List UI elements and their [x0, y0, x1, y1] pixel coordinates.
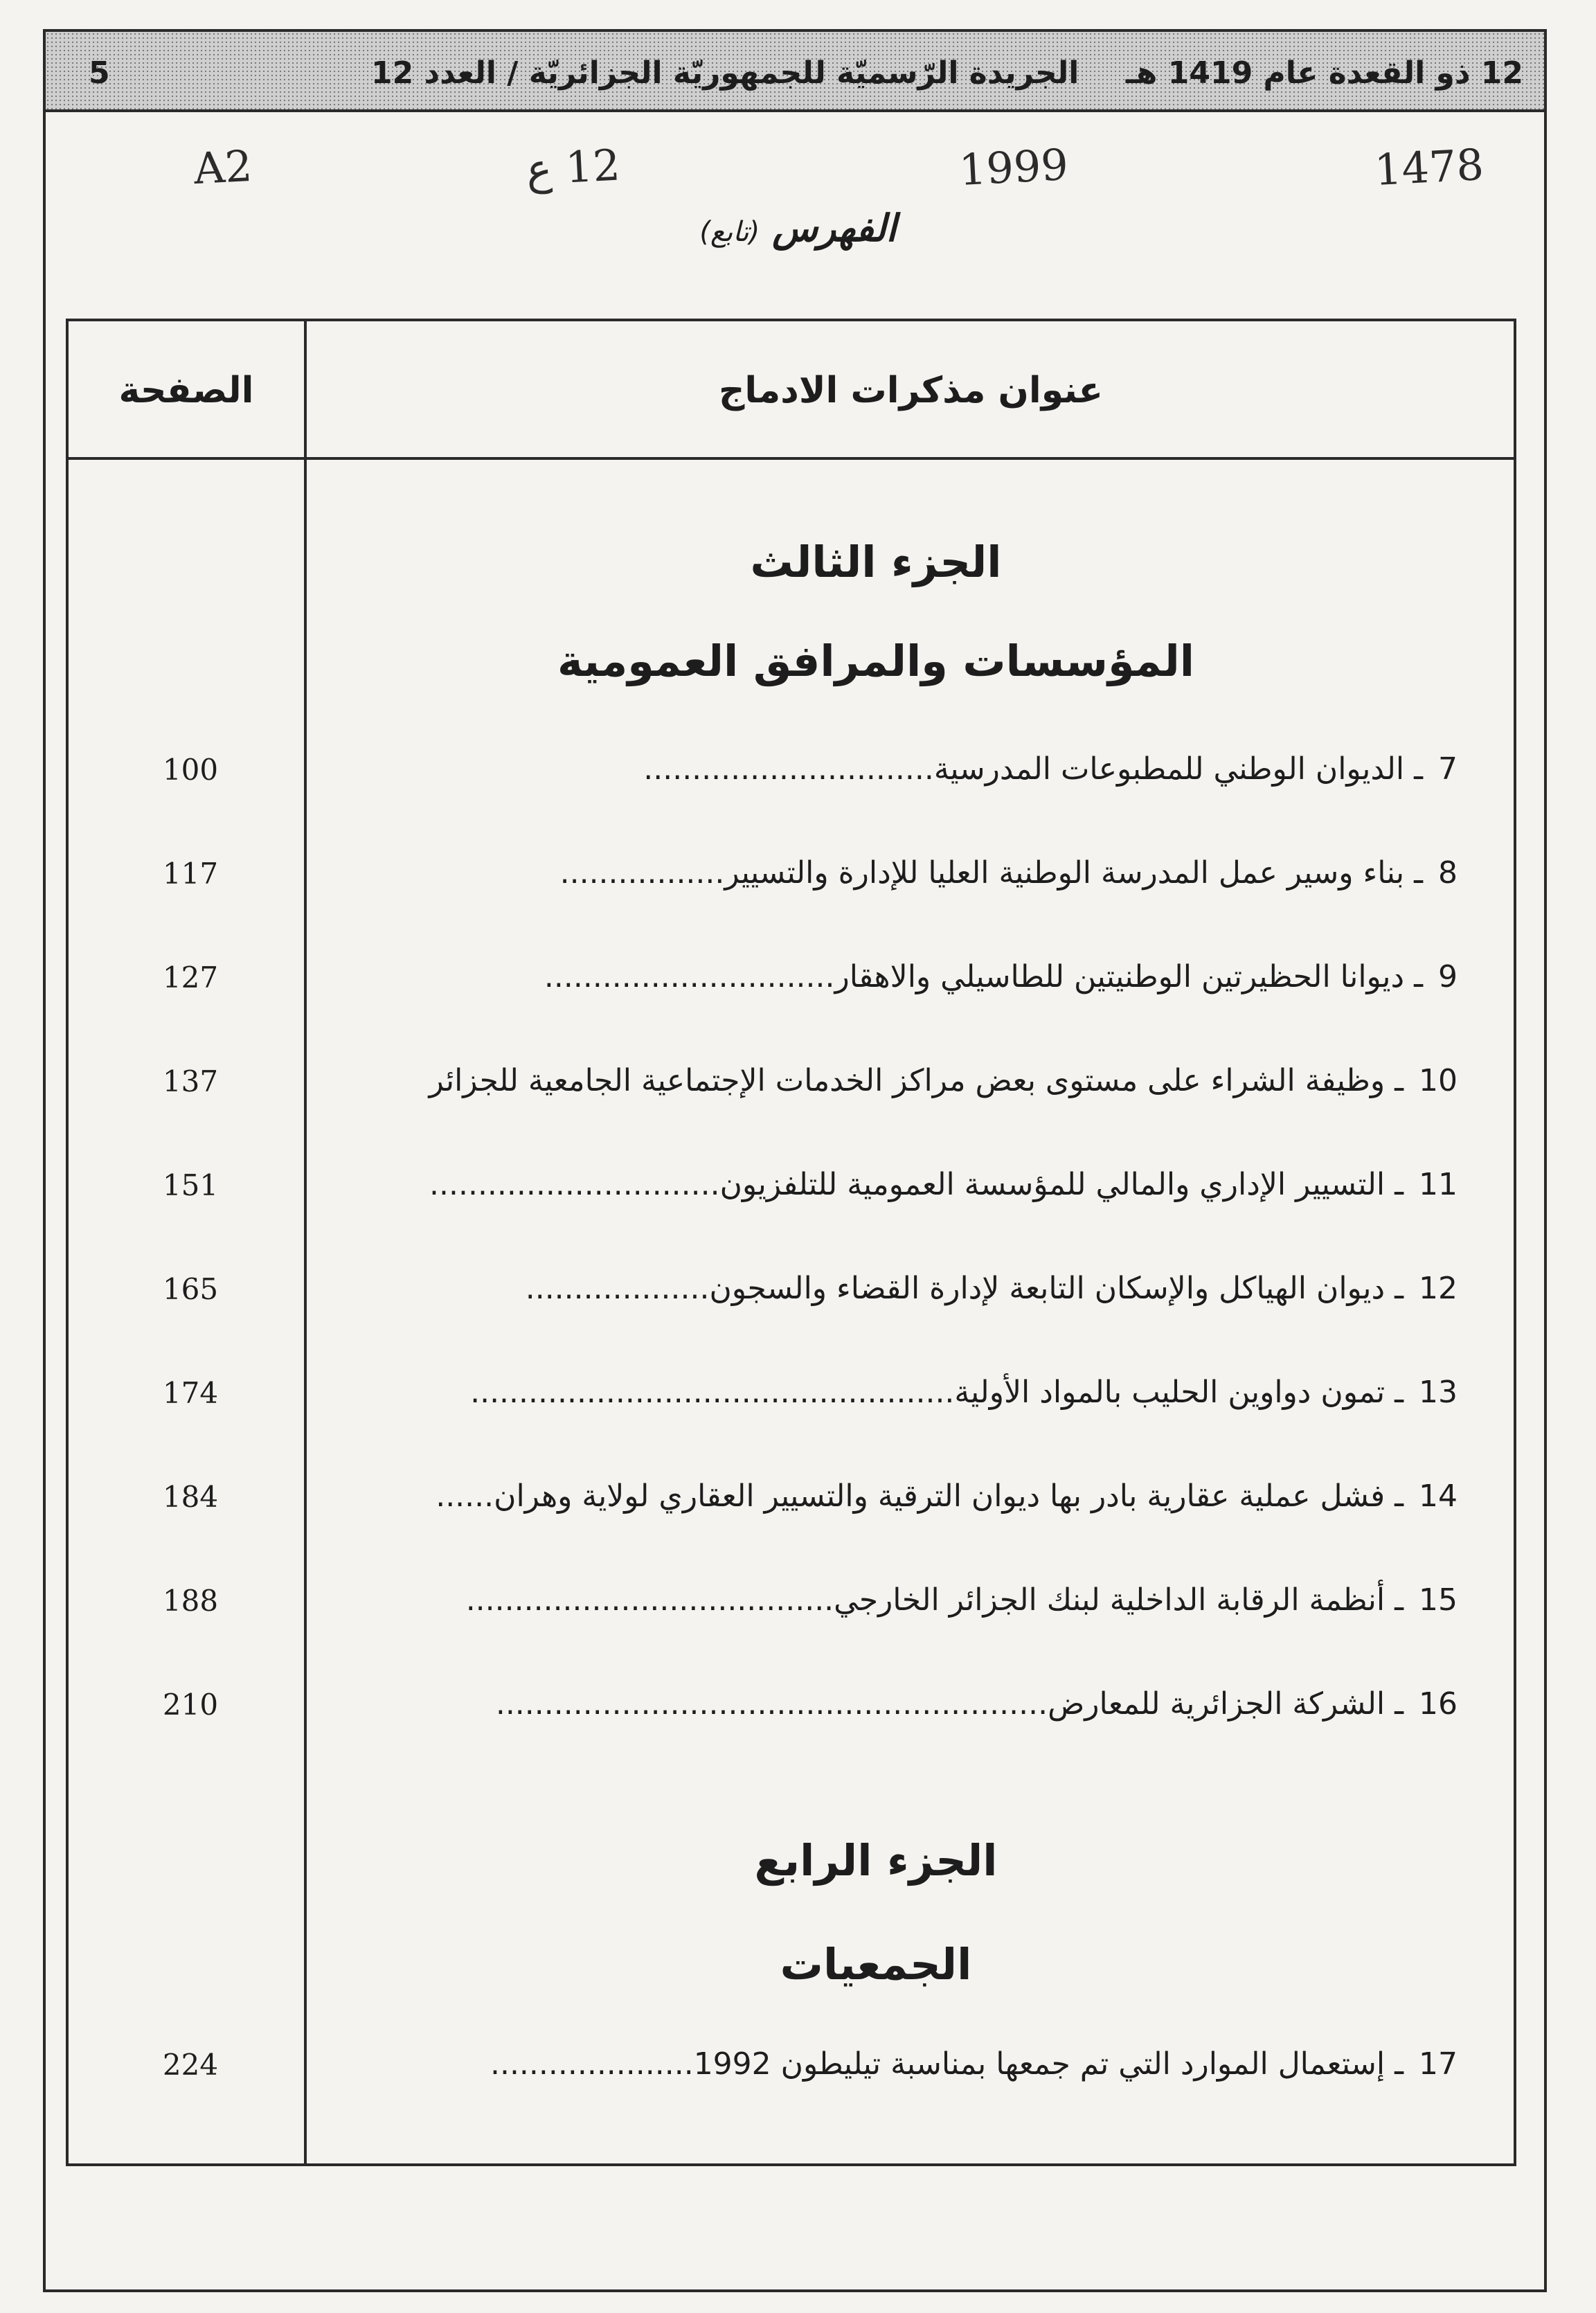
handwritten-note-number: 1478 [1373, 139, 1485, 196]
handwritten-note-year: 1999 [958, 139, 1070, 196]
list-item: 11 ـ التسيير الإداري والمالي للمؤسسة العمومية للتلفزيون.............................. [429, 1167, 1458, 1202]
handwritten-note-issue: 12 ع [525, 139, 622, 195]
list-item: 7 ـ الديوان الوطني للمطبوعات المدرسية.............................. [643, 751, 1458, 787]
list-item: 8 ـ بناء وسير عمل المدرسة الوطنية العليا للإدارة والتسيير................. [559, 855, 1458, 891]
page-number: 100 [162, 753, 219, 787]
page-number: 184 [162, 1480, 219, 1514]
page-number: 174 [162, 1376, 219, 1410]
page-number: 224 [162, 2048, 219, 2082]
column-header-title: عنوان مذكرات الادماج [718, 370, 1104, 411]
part4-subheading: الجمعيات [780, 1939, 972, 1990]
list-item: 13 ـ تمون دواوين الحليب بالمواد الأولية.................................................. [470, 1375, 1458, 1410]
page-header [43, 29, 1547, 112]
list-item: 15 ـ أنظمة الرقابة الداخلية لبنك الجزائر الخارجي...................................... [465, 1582, 1458, 1618]
header-journal-title: الجريدة الرّسميّة للجمهوريّة الجزائريّة / العدد 12 [371, 55, 1079, 91]
list-item: 10 ـ وظيفة الشراء على مستوى بعض مراكز الخدمات الإجتماعية الجامعية للجزائر [429, 1063, 1458, 1098]
page-title [0, 206, 1596, 250]
page-number: 137 [162, 1064, 219, 1098]
title-sub: (تابع) [699, 216, 760, 248]
list-item: 14 ـ فشل عملية عقارية بادر بها ديوان الترقية والتسيير العقاري لولاية وهران...... [436, 1479, 1458, 1514]
handwritten-note-code: A2 [192, 140, 254, 195]
column-divider [304, 321, 307, 2163]
page-number: 165 [162, 1272, 219, 1306]
page-number: 188 [162, 1584, 219, 1618]
page-number: 127 [162, 961, 219, 994]
list-item: 12 ـ ديوان الهياكل والإسكان التابعة لإدارة القضاء والسجون................... [525, 1271, 1458, 1306]
part3-subheading: المؤسسات والمرافق العمومية [557, 636, 1194, 686]
list-item: 16 ـ الشركة الجزائرية للمعارض......................................................... [495, 1686, 1458, 1722]
page-number: 151 [162, 1168, 219, 1202]
page-number: 117 [162, 857, 219, 891]
header-page-number: 5 [89, 55, 110, 91]
header-date: 12 ذو القعدة عام 1419 هـ [1125, 55, 1523, 91]
list-item: 17 ـ إستعمال الموارد التي تم جمعها بمناسبة تيليطون 1992..................... [490, 2046, 1458, 2082]
title-main: الفهرس [772, 206, 897, 250]
contents-table [66, 319, 1516, 2166]
part4-heading: الجزء الرابع [754, 1835, 998, 1886]
part3-heading: الجزء الثالث [750, 537, 1002, 587]
list-item: 9 ـ ديوانا الحظيرتين الوطنيتين للطاسيلي والاهقار.............................. [544, 959, 1458, 994]
column-header-page: الصفحة [118, 370, 254, 411]
page-number: 210 [162, 1688, 219, 1722]
